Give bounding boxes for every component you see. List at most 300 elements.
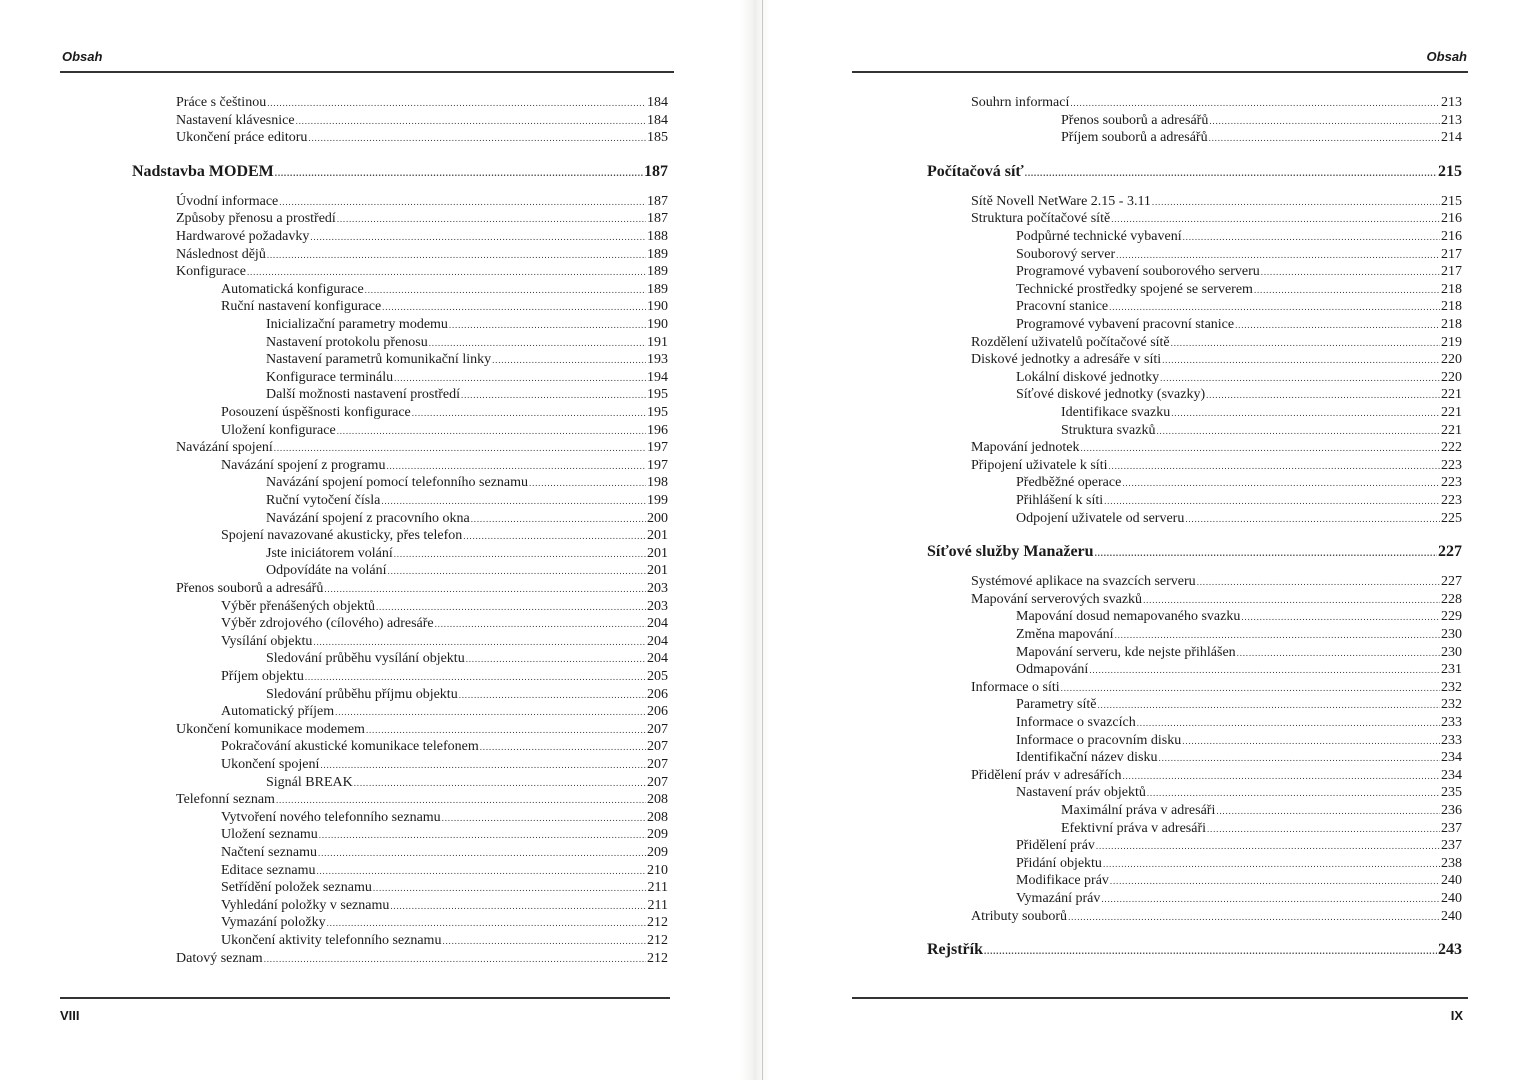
dot-leader xyxy=(1254,281,1440,299)
entry-page-number: 207 xyxy=(647,739,668,755)
entry-page-number: 237 xyxy=(1441,838,1462,854)
entry-page-number: 205 xyxy=(647,669,668,684)
dot-leader xyxy=(1122,767,1440,785)
entry-page-number: 193 xyxy=(647,352,668,368)
entry-page-number: 208 xyxy=(647,792,668,808)
toc-entry xyxy=(927,872,1462,890)
toc-entry xyxy=(132,545,668,563)
toc-entry xyxy=(927,439,1462,457)
entry-title: Telefonní seznam xyxy=(176,792,275,808)
dot-leader xyxy=(1097,696,1440,714)
entry-title: Lokální diskové jednotky xyxy=(1016,369,1160,385)
dot-leader xyxy=(442,932,646,950)
dot-leader xyxy=(1237,644,1440,662)
entry-title: Parametry sítě xyxy=(1016,697,1097,713)
left-page xyxy=(0,0,740,1080)
toc-entry xyxy=(927,404,1462,422)
entry-title: Programové vybavení souborového serveru xyxy=(1016,264,1260,280)
entry-page-number: 233 xyxy=(1441,715,1462,730)
dot-leader xyxy=(1216,802,1440,820)
entry-title: Efektivní práva v adresáři xyxy=(1061,820,1206,836)
dot-leader xyxy=(1171,404,1440,422)
toc-entry xyxy=(927,474,1462,492)
dot-leader xyxy=(1109,298,1440,316)
dot-leader xyxy=(337,422,646,440)
dot-leader xyxy=(313,633,646,651)
toc-entry xyxy=(132,862,668,880)
entry-title: Změna mapování xyxy=(1016,627,1114,642)
entry-title: Sítě Novell NetWare 2.15 - 3.11 xyxy=(971,193,1151,209)
entry-page-number: 220 xyxy=(1441,352,1462,368)
dot-leader xyxy=(1207,820,1440,838)
entry-title: Navázání spojení xyxy=(176,440,273,456)
entry-title: Ukončení spojení xyxy=(221,757,320,772)
entry-page-number: 240 xyxy=(1441,873,1462,889)
entry-title: Souborový server xyxy=(1016,246,1116,262)
dot-leader xyxy=(1101,890,1440,908)
entry-page-number: 206 xyxy=(647,704,668,720)
entry-page-number: 184 xyxy=(647,95,668,110)
entry-page-number: 191 xyxy=(647,334,668,350)
toc-entry xyxy=(927,210,1462,228)
toc-entry xyxy=(927,837,1462,855)
entry-title: Předběžné operace xyxy=(1016,475,1122,491)
entry-title: Odpovídáte na volání xyxy=(266,563,387,579)
entry-title: Struktura svazků xyxy=(1061,422,1156,438)
dot-leader xyxy=(1122,474,1440,492)
entry-title: Odmapování xyxy=(1016,662,1089,678)
dot-leader xyxy=(1115,626,1440,644)
toc-entry xyxy=(132,826,668,844)
entry-page-number: 228 xyxy=(1441,591,1462,607)
dot-leader xyxy=(466,650,646,668)
dot-leader xyxy=(388,562,646,580)
toc-entry xyxy=(927,802,1462,820)
entry-page-number: 212 xyxy=(647,915,668,931)
dot-leader xyxy=(1095,542,1437,564)
entry-title: Příjem souborů a adresářů xyxy=(1061,130,1208,146)
entry-title: Datový seznam xyxy=(176,950,263,966)
entry-title: Přenos souborů a adresářů xyxy=(176,581,324,596)
entry-title: Editace seznamu xyxy=(221,862,316,878)
entry-title: Jste iniciátorem volání xyxy=(266,545,393,561)
entry-title: Nastavení parametrů komunikační linky xyxy=(266,352,492,368)
right-page xyxy=(770,0,1529,1080)
dot-leader xyxy=(1096,837,1440,855)
toc-entry xyxy=(132,791,668,809)
toc-entry xyxy=(132,210,668,228)
dot-leader xyxy=(1089,661,1440,679)
dot-leader xyxy=(376,598,646,616)
page-number: VIII xyxy=(60,1008,80,1023)
toc-entry xyxy=(927,492,1462,510)
toc-entry xyxy=(132,668,668,686)
toc-entry xyxy=(132,422,668,440)
toc-entry xyxy=(132,686,668,704)
entry-title: Načtení seznamu xyxy=(221,845,318,860)
entry-title: Příjem objektu xyxy=(221,669,304,684)
dot-leader xyxy=(1209,112,1440,130)
entry-title: Přidělení práv xyxy=(1016,838,1095,854)
entry-title: Mapování serverových svazků xyxy=(971,591,1143,607)
entry-page-number: 200 xyxy=(647,510,668,526)
toc-entry xyxy=(132,351,668,369)
dot-leader xyxy=(386,457,646,475)
entry-page-number: 237 xyxy=(1441,820,1462,836)
toc-entry xyxy=(927,908,1462,926)
dot-leader xyxy=(449,316,646,334)
dot-leader xyxy=(310,228,646,246)
entry-page-number: 187 xyxy=(647,193,668,209)
entry-page-number: 220 xyxy=(1441,369,1462,385)
dot-leader xyxy=(267,246,646,264)
entry-page-number: 208 xyxy=(647,809,668,825)
entry-page-number: 212 xyxy=(647,933,668,948)
book-gutter xyxy=(740,0,770,1080)
toc-entry xyxy=(927,386,1462,404)
toc-entry xyxy=(132,721,668,739)
toc-entry xyxy=(132,129,668,147)
toc-entry xyxy=(927,246,1462,264)
entry-title: Další možnosti nastavení prostředí xyxy=(266,387,461,403)
toc-entry xyxy=(927,749,1462,767)
toc-entry xyxy=(132,598,668,616)
entry-page-number: 223 xyxy=(1441,493,1462,508)
entry-page-number: 203 xyxy=(647,598,668,614)
entry-title: Konfigurace xyxy=(176,264,246,280)
entry-page-number: 240 xyxy=(1441,891,1462,906)
toc-entry xyxy=(132,562,668,580)
entry-title: Uložení konfigurace xyxy=(221,422,336,438)
entry-title: Konfigurace terminálu xyxy=(266,369,394,385)
entry-page-number: 190 xyxy=(647,299,668,315)
toc-entry xyxy=(927,112,1462,130)
dot-leader xyxy=(1261,263,1440,281)
dot-leader xyxy=(394,545,646,563)
toc-entry xyxy=(132,615,668,633)
toc-entry xyxy=(927,510,1462,528)
toc-entry xyxy=(927,457,1462,475)
dot-leader xyxy=(529,474,646,492)
entry-page-number: 213 xyxy=(1441,112,1462,128)
entry-page-number: 230 xyxy=(1441,627,1462,642)
toc-entry xyxy=(132,650,668,668)
toc-entry xyxy=(132,457,668,475)
entry-page-number: 221 xyxy=(1441,387,1462,403)
entry-title: Navázání spojení z pracovního okna xyxy=(266,510,470,526)
entry-page-number: 215 xyxy=(1438,162,1462,180)
toc-entry xyxy=(927,820,1462,838)
entry-page-number: 204 xyxy=(647,616,668,632)
dot-leader xyxy=(1116,246,1440,264)
dot-leader xyxy=(459,686,646,704)
dot-leader xyxy=(1160,369,1440,387)
toc-entry xyxy=(927,890,1462,908)
entry-page-number: 201 xyxy=(647,563,668,579)
entry-page-number: 194 xyxy=(647,369,668,385)
running-head: Obsah xyxy=(1426,49,1467,64)
dot-leader xyxy=(442,809,646,827)
entry-title: Přenos souborů a adresářů xyxy=(1061,112,1209,128)
toc-entry xyxy=(927,369,1462,387)
entry-page-number: 190 xyxy=(647,317,668,332)
toc-entry xyxy=(132,633,668,651)
entry-page-number: 238 xyxy=(1441,855,1462,871)
dot-leader xyxy=(1025,162,1437,184)
dot-leader xyxy=(1068,908,1440,926)
entry-title: Vymazání položky xyxy=(221,915,326,931)
dot-leader xyxy=(1070,94,1440,112)
entry-title: Informace o svazcích xyxy=(1016,715,1136,730)
toc-entry xyxy=(132,738,668,756)
entry-page-number: 232 xyxy=(1441,679,1462,695)
entry-page-number: 201 xyxy=(647,545,668,561)
dot-leader xyxy=(1159,749,1440,767)
toc-entry xyxy=(132,897,668,915)
dot-leader xyxy=(1197,573,1440,591)
toc-entry xyxy=(132,404,668,422)
dot-leader xyxy=(461,386,646,404)
entry-page-number: 222 xyxy=(1441,440,1462,456)
entry-title: Nadstavba MODEM xyxy=(132,162,274,180)
dot-leader xyxy=(274,439,646,457)
toc-entry xyxy=(132,228,668,246)
entry-page-number: 207 xyxy=(647,721,668,737)
toc-entry xyxy=(132,703,668,721)
entry-page-number: 227 xyxy=(1441,574,1462,590)
entry-page-number: 218 xyxy=(1441,281,1462,297)
toc-entry xyxy=(132,193,668,211)
entry-page-number: 204 xyxy=(647,651,668,667)
entry-page-number: 196 xyxy=(647,422,668,438)
entry-page-number: 232 xyxy=(1441,697,1462,713)
entry-page-number: 211 xyxy=(647,880,668,896)
toc-entry xyxy=(927,298,1462,316)
dot-leader xyxy=(1171,334,1440,352)
toc-entry xyxy=(132,774,668,792)
dot-leader xyxy=(1152,193,1440,211)
dot-leader xyxy=(276,791,646,809)
entry-title: Informace o síti xyxy=(971,679,1060,695)
dot-leader xyxy=(319,826,646,844)
dot-leader xyxy=(327,914,646,932)
entry-title: Hardwarové požadavky xyxy=(176,229,310,244)
toc-entry xyxy=(927,679,1462,697)
entry-title: Ukončení aktivity telefonního seznamu xyxy=(221,933,442,948)
entry-title: Přihlášení k síti xyxy=(1016,493,1104,508)
entry-title: Přidání objektu xyxy=(1016,855,1102,871)
dot-leader xyxy=(480,738,646,756)
entry-page-number: 195 xyxy=(647,387,668,403)
toc-entry xyxy=(927,94,1462,112)
entry-title: Přidělení práv v adresářích xyxy=(971,767,1122,783)
toc-entry xyxy=(927,281,1462,299)
entry-title: Sledování průběhu příjmu objektu xyxy=(266,686,458,702)
toc-chapter xyxy=(132,161,668,183)
entry-title: Maximální práva v adresáři xyxy=(1061,803,1216,818)
dot-leader xyxy=(1110,872,1440,890)
toc-entry xyxy=(927,714,1462,732)
entry-page-number: 184 xyxy=(647,112,668,128)
toc-entry xyxy=(132,263,668,281)
running-head: Obsah xyxy=(62,49,103,64)
dot-leader xyxy=(412,404,646,422)
book-spine-line xyxy=(762,0,763,1080)
dot-leader xyxy=(373,879,647,897)
entry-title: Inicializační parametry modemu xyxy=(266,317,448,332)
toc-entry xyxy=(132,492,668,510)
dot-leader xyxy=(492,351,646,369)
entry-page-number: 218 xyxy=(1441,299,1462,315)
entry-title: Připojení uživatele k síti xyxy=(971,457,1108,473)
entry-title: Uložení seznamu xyxy=(221,827,318,843)
entry-page-number: 240 xyxy=(1441,908,1462,924)
dot-leader xyxy=(1111,210,1440,228)
entry-page-number: 197 xyxy=(647,457,668,473)
entry-page-number: 189 xyxy=(647,281,668,297)
toc-entry xyxy=(132,510,668,528)
entry-title: Následnost dějů xyxy=(176,246,266,262)
entry-title: Rejstřík xyxy=(927,941,983,959)
entry-page-number: 207 xyxy=(647,774,668,790)
entry-page-number: 206 xyxy=(647,686,668,702)
toc-entry xyxy=(132,474,668,492)
dot-leader xyxy=(337,210,646,228)
page-number: IX xyxy=(1450,1008,1463,1023)
header-rule xyxy=(852,71,1468,73)
entry-page-number: 233 xyxy=(1441,732,1462,748)
entry-page-number: 236 xyxy=(1441,803,1462,818)
entry-title: Ukončení komunikace modemem xyxy=(176,721,365,737)
toc-entry xyxy=(927,644,1462,662)
dot-leader xyxy=(1185,510,1440,528)
entry-page-number: 216 xyxy=(1441,229,1462,244)
toc-entry xyxy=(927,316,1462,334)
entry-page-number: 210 xyxy=(647,862,668,878)
dot-leader xyxy=(366,721,646,739)
dot-leader xyxy=(296,112,646,130)
toc-entry xyxy=(927,193,1462,211)
entry-title: Výběr přenášených objektů xyxy=(221,598,375,614)
entry-title: Navázání spojení pomocí telefonního seznamu xyxy=(266,475,529,491)
dot-leader xyxy=(381,492,646,510)
entry-title: Atributy souborů xyxy=(971,908,1068,924)
entry-page-number: 234 xyxy=(1441,767,1462,783)
entry-page-number: 223 xyxy=(1441,475,1462,491)
entry-page-number: 212 xyxy=(647,950,668,966)
entry-title: Identifikační název disku xyxy=(1016,750,1158,766)
dot-leader xyxy=(1103,855,1440,873)
entry-page-number: 211 xyxy=(647,897,668,913)
dot-leader xyxy=(390,897,646,915)
toc-entry xyxy=(132,580,668,598)
entry-title: Pokračování akustické komunikace telefonem xyxy=(221,739,479,755)
entry-page-number: 234 xyxy=(1441,750,1462,766)
entry-title: Sledování průběhu vysílání objektu xyxy=(266,651,465,667)
dot-leader xyxy=(1143,591,1440,609)
entry-title: Diskové jednotky a adresáře v síti xyxy=(971,352,1162,368)
toc-entry xyxy=(132,246,668,264)
entry-title: Informace o pracovním disku xyxy=(1016,732,1182,748)
entry-page-number: 216 xyxy=(1441,211,1462,227)
toc-entry xyxy=(132,439,668,457)
entry-page-number: 219 xyxy=(1441,334,1462,350)
toc-entry xyxy=(132,369,668,387)
toc-chapter xyxy=(927,541,1462,563)
entry-title: Signál BREAK xyxy=(266,774,353,790)
entry-title: Automatický příjem xyxy=(221,704,335,720)
toc-entry xyxy=(927,608,1462,626)
dot-leader xyxy=(1137,714,1440,732)
dot-leader xyxy=(1183,228,1440,246)
dot-leader xyxy=(264,950,646,968)
entry-title: Odpojení uživatele od serveru xyxy=(1016,510,1185,526)
toc-entry xyxy=(132,94,668,112)
dot-leader xyxy=(320,756,646,774)
dot-leader xyxy=(1182,732,1440,750)
toc-entry xyxy=(132,334,668,352)
entry-page-number: 213 xyxy=(1441,95,1462,110)
toc-entry xyxy=(132,281,668,299)
dot-leader xyxy=(1206,386,1440,404)
toc-entry xyxy=(927,573,1462,591)
dot-leader xyxy=(1235,316,1440,334)
entry-title: Navázání spojení z programu xyxy=(221,457,386,473)
entry-page-number: 209 xyxy=(647,827,668,843)
entry-page-number: 225 xyxy=(1441,510,1462,526)
toc-entry xyxy=(132,879,668,897)
toc-entry xyxy=(927,334,1462,352)
entry-page-number: 201 xyxy=(647,528,668,544)
dot-leader xyxy=(463,527,646,545)
entry-title: Práce s češtinou xyxy=(176,95,267,110)
dot-leader xyxy=(984,940,1437,962)
entry-title: Technické prostředky spojené se serverem xyxy=(1016,281,1253,297)
entry-title: Nastavení práv objektů xyxy=(1016,785,1146,801)
toc-entry xyxy=(927,129,1462,147)
dot-leader xyxy=(318,844,646,862)
toc-entry xyxy=(927,696,1462,714)
dot-leader xyxy=(308,129,646,147)
entry-title: Úvodní informace xyxy=(176,193,279,209)
entry-title: Setřídění položek seznamu xyxy=(221,880,372,896)
entry-title: Rozdělení uživatelů počítačové sítě xyxy=(971,334,1170,350)
entry-page-number: 230 xyxy=(1441,644,1462,660)
entry-title: Mapování dosud nemapovaného svazku xyxy=(1016,609,1241,625)
dot-leader xyxy=(1156,422,1440,440)
entry-page-number: 187 xyxy=(647,211,668,227)
entry-title: Pracovní stanice xyxy=(1016,299,1109,315)
entry-title: Nastavení protokolu přenosu xyxy=(266,334,428,350)
footer-rule xyxy=(60,997,670,999)
entry-title: Automatická konfigurace xyxy=(221,281,364,297)
toc-entry xyxy=(132,756,668,774)
entry-page-number: 209 xyxy=(647,845,668,860)
dot-leader xyxy=(275,162,643,184)
toc-entry xyxy=(132,914,668,932)
header-rule xyxy=(60,71,674,73)
entry-page-number: 204 xyxy=(647,633,668,649)
toc-entry xyxy=(132,932,668,950)
entry-title: Výběr zdrojového (cílového) adresáře xyxy=(221,616,434,632)
dot-leader xyxy=(324,580,646,598)
dot-leader xyxy=(394,369,646,387)
toc-entry xyxy=(927,591,1462,609)
dot-leader xyxy=(435,615,646,633)
entry-title: Identifikace svazku xyxy=(1061,405,1171,420)
entry-page-number: 231 xyxy=(1441,662,1462,678)
entry-title: Síťové diskové jednotky (svazky) xyxy=(1016,387,1206,403)
